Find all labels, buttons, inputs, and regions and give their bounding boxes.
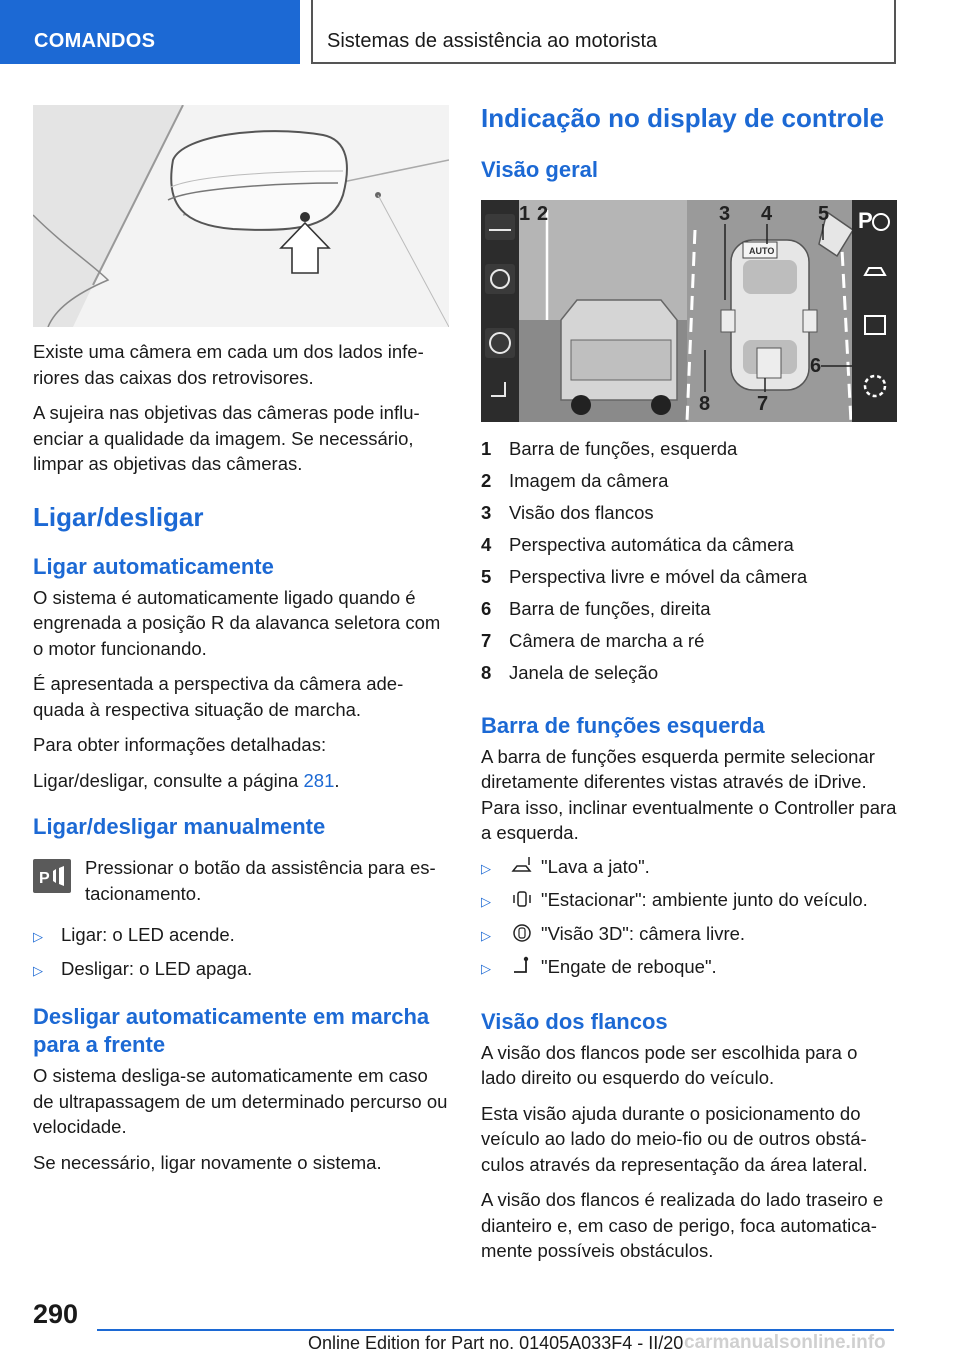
right-column [481, 100, 897, 1264]
flank-paragraph-2: Esta visão ajuda durante o posicionamento do veículo ao lado do meio-fio ou de outros obstá- culos através da representação da área lateral. [481, 1102, 868, 1175]
left-column [33, 105, 449, 1175]
callout-8: 8 [699, 393, 711, 415]
legend-text: Barra de funções, esquerda [509, 438, 738, 459]
list-item [481, 954, 897, 982]
list-item [481, 854, 897, 882]
heading-on-off: Ligar/desligar [33, 501, 204, 532]
list-item-text: Desligar: o LED apaga. [61, 957, 253, 979]
legend-text: Perspectiva livre e móvel da câmera [509, 566, 808, 587]
control-display-illustration [481, 200, 897, 422]
auto-paragraph-2: É apresentada a perspectiva da câmera ade- quada à respectiva situação de marcha. [33, 673, 404, 720]
legend-item [481, 468, 897, 494]
callout-6: 6 [810, 355, 822, 377]
legend-number: 6 [481, 598, 492, 619]
heading-auto-on: Ligar automaticamente [33, 553, 274, 579]
mirror-camera-illustration [33, 105, 449, 327]
list-item-text: "Estacionar": ambiente junto do veículo. [541, 889, 868, 910]
list-item [33, 956, 449, 984]
callout-2: 2 [537, 203, 549, 225]
legend-text: Janela de seleção [509, 662, 659, 683]
svg-text:P: P [858, 208, 873, 233]
page-reference-link[interactable]: 281 [303, 769, 335, 791]
legend-number: 3 [481, 502, 492, 523]
heading-manual: Ligar/desligar manualmente [33, 814, 326, 839]
flank-paragraph-1: A visão dos flancos pode ser escolhida para o lado direito ou esquerdo do veículo. [481, 1041, 858, 1088]
auto-paragraph-3: Para obter informações detalhadas: [33, 734, 327, 755]
auto-paragraph-1: O sistema é automaticamente ligado quando é engrenada a posição R da alavanca seletora com o motor funcionando. [33, 586, 441, 659]
watermark: carmanualsonline.info [684, 1332, 886, 1353]
left-bar-list [481, 854, 897, 982]
auto-paragraph-4 [33, 768, 449, 794]
auto-view-badge: AUTO [749, 246, 775, 256]
footer-rule [97, 1329, 894, 1331]
triangle-bullet-icon: ▷ [481, 860, 491, 876]
page-number: 290 [33, 1299, 79, 1329]
legend-text: Imagem da câmera [509, 470, 669, 491]
list-item [481, 921, 897, 949]
legend-number: 2 [481, 470, 492, 491]
parking-assist-glyph-icon [33, 859, 71, 893]
footer-edition: Online Edition for Part no. 01405A033F4 - II/20 [308, 1333, 684, 1353]
svg-text:P: P [39, 870, 50, 887]
list-item-text: "Engate de reboque". [541, 956, 717, 977]
triangle-bullet-icon: ▷ [481, 894, 491, 909]
legend-number: 1 [481, 438, 492, 459]
triangle-bullet-icon: ▷ [481, 961, 491, 976]
heading-auto-off: Desligar automaticamente em marcha para a frente [33, 1004, 430, 1057]
heading-left-bar: Barra de funções esquerda [481, 712, 765, 738]
manual-instruction-text: Pressionar o botão da assistência para es- tacionamento. [85, 857, 436, 904]
autooff-paragraph-2: Se necessário, ligar novamente o sistema. [33, 1151, 382, 1173]
legend-item [481, 596, 897, 622]
legend-number: 5 [481, 566, 492, 587]
legend-text: Barra de funções, direita [509, 598, 711, 619]
legend-text: Perspectiva automática da câmera [509, 534, 794, 555]
autooff-paragraph-1: O sistema desliga-se automaticamente em caso de ultrapassagem de um determinado percurso ou velocidade. [33, 1065, 448, 1137]
heading-display: Indicação no display de controle [481, 103, 885, 133]
legend-number: 8 [481, 662, 492, 683]
header-section-tab [0, 0, 300, 64]
mirror-camera-drawing [33, 105, 449, 327]
heading-overview: Visão geral [481, 157, 598, 182]
parking-assist-button-icon [33, 859, 71, 893]
legend-item [481, 532, 897, 558]
parking-button-instruction [33, 855, 449, 906]
list-item [33, 922, 449, 950]
list-item-text: "Lava a jato". [541, 855, 650, 877]
callout-5: 5 [818, 203, 830, 225]
trailer-hitch-icon [511, 955, 533, 977]
callout-4: 4 [761, 203, 773, 225]
control-display-drawing [481, 200, 897, 422]
header-chapter-label: Sistemas de assistência ao motorista [327, 30, 658, 52]
legend-item [481, 628, 897, 654]
list-item-text: Ligar: o LED acende. [61, 924, 235, 945]
legend-item [481, 564, 897, 590]
legend-text: Câmera de marcha a ré [509, 630, 705, 651]
car-wash-icon [511, 855, 533, 877]
triangle-bullet-icon: ▷ [33, 962, 43, 978]
legend-item [481, 660, 897, 686]
list-item-text: "Visão 3D": câmera livre. [541, 922, 746, 944]
parking-surround-icon [511, 888, 533, 910]
triangle-bullet-icon: ▷ [481, 927, 491, 943]
legend-text: Visão dos flancos [509, 502, 654, 523]
header-chapter-box [311, 0, 896, 64]
list-item [481, 887, 897, 915]
legend-item [481, 436, 897, 462]
legend-number: 7 [481, 630, 492, 651]
auto-paragraph-4-end: . [334, 769, 340, 791]
triangle-bullet-icon: ▷ [33, 929, 43, 944]
manual-list [33, 922, 449, 983]
mirror-paragraph-2: A sujeira nas objetivas das câmeras pode influ- enciar a qualidade da imagem. Se necessário, limpar as objetivas das câmeras. [33, 402, 420, 474]
flank-paragraph-3: A visão dos flancos é realizada do lado traseiro e dianteiro e, em caso de perigo, foca automatica- mente possíveis obstáculos. [481, 1189, 884, 1261]
auto-paragraph-4-text: Ligar/desligar, consulte a página [33, 769, 304, 791]
display-legend [481, 436, 897, 686]
legend-item [481, 500, 897, 526]
callout-1: 1 [519, 203, 531, 225]
heading-flank-view: Visão dos flancos [481, 1008, 668, 1034]
left-bar-paragraph: A barra de funções esquerda permite selecionar diretamente diferentes vistas através de iDrive. Para isso, inclinar eventualmente o Controller para a esquerda. [481, 745, 897, 843]
callout-3: 3 [719, 203, 731, 225]
mirror-paragraph-1: Existe uma câmera em cada um dos lados infe- riores das caixas dos retrovisores. [33, 341, 424, 388]
header-section-label: COMANDOS [34, 30, 156, 52]
view-3d-icon [511, 922, 533, 944]
callout-7: 7 [757, 393, 769, 415]
legend-number: 4 [481, 534, 492, 555]
